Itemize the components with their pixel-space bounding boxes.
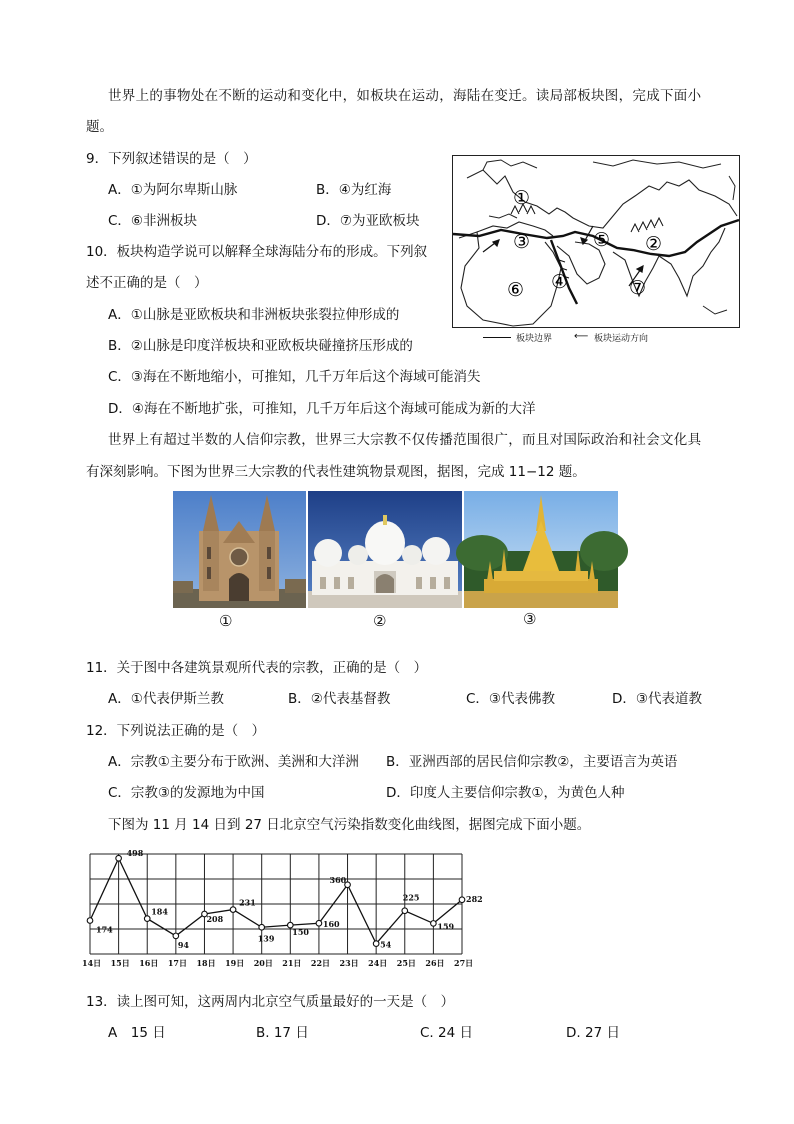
data-label: 184 bbox=[151, 906, 168, 917]
x-tick-label: 20日 bbox=[253, 958, 273, 968]
legend-boundary-line bbox=[483, 337, 511, 338]
q11-option-b[interactable]: B．②代表基督教 bbox=[288, 691, 391, 707]
map-label-7: ⑦ bbox=[629, 277, 647, 299]
x-tick-label: 19日 bbox=[225, 958, 245, 968]
q9-option-b[interactable]: B．④为红海 bbox=[316, 182, 392, 198]
q13-option-d[interactable]: D. 27 日 bbox=[566, 1025, 620, 1041]
q13-option-c[interactable]: C. 24 日 bbox=[420, 1025, 473, 1041]
q13-stem: 13．读上图可知，这两周内北京空气质量最好的一天是（ ） bbox=[86, 994, 455, 1010]
q9-stem: 9．下列叙述错误的是（ ） bbox=[86, 151, 257, 167]
data-label: 208 bbox=[206, 914, 224, 924]
photo-label-3: ③ bbox=[523, 610, 537, 628]
data-point bbox=[173, 933, 179, 939]
x-tick-label: 14日 bbox=[82, 958, 102, 968]
q11-option-d[interactable]: D．③代表道教 bbox=[612, 691, 702, 707]
q13-option-a[interactable]: A 15 日 bbox=[108, 1025, 166, 1041]
x-tick-label: 27日 bbox=[454, 958, 474, 968]
data-label: 139 bbox=[257, 933, 275, 944]
map-label-5: ⑤ bbox=[593, 229, 611, 251]
x-tick-label: 16日 bbox=[139, 958, 159, 968]
x-tick-label: 18日 bbox=[196, 958, 216, 968]
q10-option-b[interactable]: B．②山脉是印度洋板块和亚欧板块碰撞挤压形成的 bbox=[108, 338, 413, 354]
map-label-1: ① bbox=[513, 187, 531, 209]
intro-paragraph-2-line-1: 世界上有超过半数的人信仰宗教，世界三大宗教不仅传播范围很广，而且对国际政治和社会文化具 bbox=[108, 432, 702, 448]
photo-label-2: ② bbox=[373, 612, 387, 630]
q9-option-d[interactable]: D．⑦为亚欧板块 bbox=[316, 213, 420, 229]
q11-option-c[interactable]: C．③代表佛教 bbox=[466, 691, 556, 707]
data-label: 231 bbox=[239, 897, 256, 908]
intro-paragraph-2-line-2: 有深刻影响。下图为世界三大宗教的代表性建筑物景观图，据图，完成 11−12 题。 bbox=[86, 464, 586, 480]
pagoda-drawing bbox=[464, 491, 618, 608]
air-quality-chart bbox=[80, 848, 483, 970]
x-tick-label: 15日 bbox=[110, 958, 130, 968]
intro-paragraph-1-line-2: 题。 bbox=[86, 119, 113, 135]
q12-option-b[interactable]: B．亚洲西部的居民信仰宗教②，主要语言为英语 bbox=[386, 754, 678, 770]
map-label-6: ⑥ bbox=[507, 279, 525, 301]
q11-stem: 11．关于图中各建筑景观所代表的宗教，正确的是（ ） bbox=[86, 660, 428, 676]
q10-stem-line-1: 10．板块构造学说可以解释全球海陆分布的形成。下列叙 bbox=[86, 244, 428, 260]
q9-option-c[interactable]: C．⑥非洲板块 bbox=[108, 213, 198, 229]
x-tick-label: 24日 bbox=[368, 958, 388, 968]
data-point bbox=[402, 908, 408, 914]
data-point bbox=[116, 855, 122, 861]
data-label: 174 bbox=[96, 924, 113, 935]
x-tick-label: 17日 bbox=[167, 958, 187, 968]
data-label: 498 bbox=[126, 848, 144, 859]
map-label-2: ② bbox=[645, 233, 663, 255]
q12-option-c[interactable]: C．宗教③的发源地为中国 bbox=[108, 785, 265, 801]
legend-direction-label: 板块运动方向 bbox=[594, 334, 649, 344]
photo-label-1: ① bbox=[219, 612, 233, 630]
x-tick-label: 22日 bbox=[310, 958, 331, 968]
intro-paragraph-3: 下图为 11 月 14 日到 27 日北京空气污染指数变化曲线图，据图完成下面小题。 bbox=[108, 817, 591, 833]
data-label: 94 bbox=[177, 939, 189, 950]
legend-boundary-label: 板块边界 bbox=[516, 334, 553, 344]
data-point bbox=[373, 941, 379, 947]
mosque-photo bbox=[308, 491, 462, 608]
map-label-4: ④ bbox=[551, 271, 569, 293]
q11-option-a[interactable]: A．①代表伊斯兰教 bbox=[108, 691, 224, 707]
x-tick-label: 25日 bbox=[396, 958, 416, 968]
data-label: 54 bbox=[380, 939, 392, 950]
data-point bbox=[259, 924, 265, 930]
q12-option-d[interactable]: D．印度人主要信仰宗教①，为黄色人种 bbox=[386, 785, 625, 801]
x-tick-label: 21日 bbox=[282, 958, 302, 968]
q12-option-a[interactable]: A．宗教①主要分布于欧洲、美洲和大洋洲 bbox=[108, 754, 359, 770]
pagoda-photo bbox=[464, 491, 618, 608]
data-point bbox=[87, 918, 93, 924]
data-label: 160 bbox=[322, 919, 340, 930]
data-label: 360 bbox=[329, 874, 347, 885]
data-label: 225 bbox=[402, 892, 420, 903]
legend-arrow-icon: ⟵ bbox=[574, 331, 589, 342]
church-photo bbox=[173, 491, 306, 608]
q12-stem: 12．下列说法正确的是（ ） bbox=[86, 723, 266, 739]
data-point bbox=[144, 916, 150, 922]
church-drawing bbox=[173, 491, 306, 608]
data-point bbox=[431, 921, 437, 927]
data-label: 159 bbox=[437, 921, 455, 932]
data-point bbox=[459, 897, 465, 903]
data-point bbox=[230, 907, 236, 913]
data-point bbox=[316, 920, 322, 926]
intro-paragraph-1-line-1: 世界上的事物处在不断的运动和变化中，如板块在运动，海陆在变迁。读局部板块图，完成下面小 bbox=[108, 88, 702, 104]
x-tick-label: 26日 bbox=[425, 958, 445, 968]
plate-map-drawing bbox=[453, 156, 739, 327]
q10-option-d[interactable]: D．④海在不断地扩张，可推知，几千万年后这个海域可能成为新的大洋 bbox=[108, 401, 536, 417]
q10-option-c[interactable]: C．③海在不断地缩小，可推知，几千万年后这个海域可能消失 bbox=[108, 369, 481, 385]
map-label-3: ③ bbox=[513, 231, 531, 253]
x-tick-label: 23日 bbox=[339, 958, 359, 968]
q10-option-a[interactable]: A．①山脉是亚欧板块和非洲板块张裂拉伸形成的 bbox=[108, 307, 400, 323]
data-label: 150 bbox=[292, 927, 310, 938]
data-label: 282 bbox=[466, 893, 483, 904]
mosque-drawing bbox=[308, 491, 462, 608]
plate-map bbox=[452, 155, 740, 328]
q13-option-b[interactable]: B. 17 日 bbox=[256, 1025, 309, 1041]
q9-option-a[interactable]: A．①为阿尔卑斯山脉 bbox=[108, 182, 238, 198]
q10-stem-line-2: 述不正确的是（ ） bbox=[86, 275, 208, 291]
